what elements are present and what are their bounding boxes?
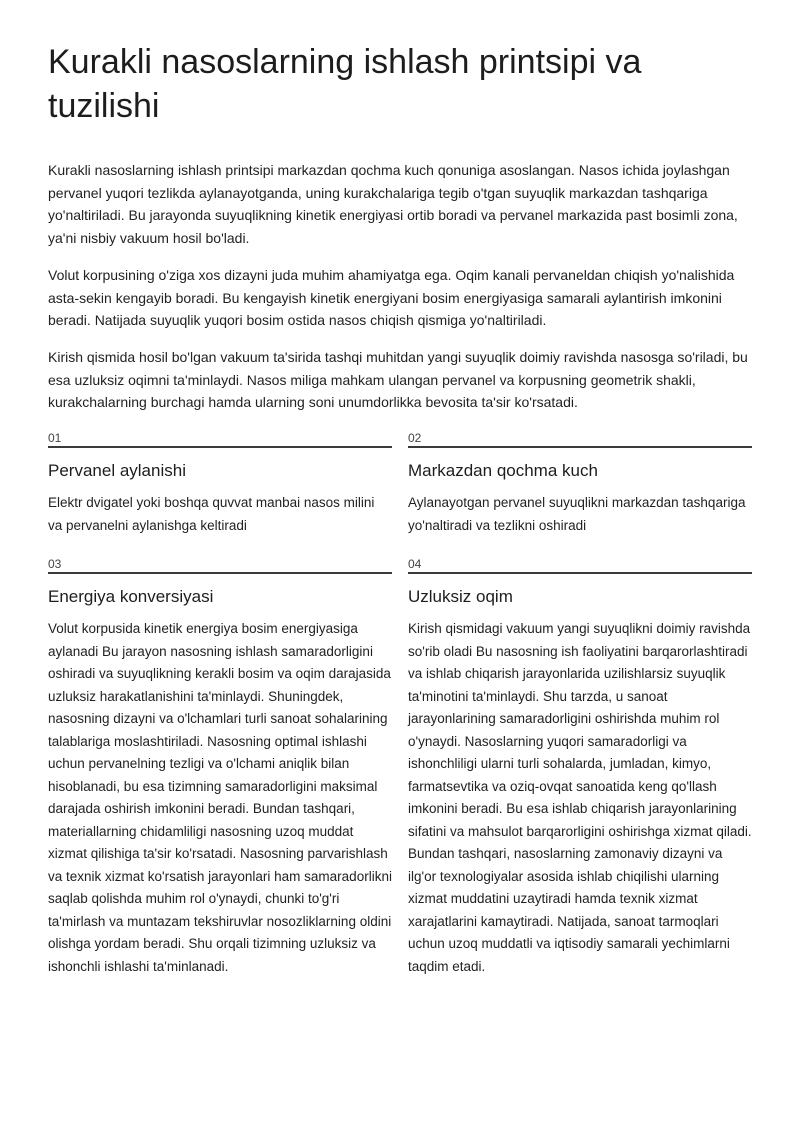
intro-paragraph: Volut korpusining o'ziga xos dizayni juda muhim ahamiyatga ega. Oqim kanali pervaneldan chiqish yo'nalishida asta-sekin kengayib boradi. Bu kengayish kinetik energiyani bosim energiyasiga samarali aylantirish imkonini beradi. Natijada suyuqlik yuqori bosim ostida nasos chiqish qismiga yo'naltiriladi. [48, 266, 735, 329]
step-number: 03 [48, 557, 392, 574]
step-card-3 [48, 557, 392, 978]
page-title: Kurakli nasoslarning ishlash printsipi va tuzilishi [48, 43, 642, 125]
step-card-1 [48, 431, 392, 537]
step-title: Uzluksiz oqim [408, 587, 513, 607]
step-number: 02 [408, 431, 752, 448]
step-title: Markazdan qochma kuch [408, 461, 598, 481]
step-number: 04 [408, 557, 752, 574]
step-description: Aylanayotgan pervanel suyuqlikni markazdan tashqariga yo'naltiradi va tezlikni oshiradi [408, 495, 746, 533]
step-number: 01 [48, 431, 392, 448]
intro-section [48, 159, 752, 414]
step-card-2 [408, 431, 752, 537]
step-card-4 [408, 557, 752, 978]
intro-paragraph: Kirish qismida hosil bo'lgan vakuum ta'sirida tashqi muhitdan yangi suyuqlik doimiy ravishda nasosga so'riladi, bu esa uzluksiz oqimni ta'minlaydi. Nasos miliga mahkam ulangan pervanel va korpusning geometrik shakli, kurakchalarning burchagi hamda ularning soni unumdorlikka bevosita ta'sir ko'rsatadi. [48, 348, 748, 411]
step-title: Energiya konversiyasi [48, 587, 214, 607]
intro-paragraph: Kurakli nasoslarning ishlash printsipi markazdan qochma kuch qonuniga asoslangan. Nasos ichida joylashgan pervanel yuqori tezlikda aylanayotganda, uning kurakchalariga tegib o'tgan suyuqlik markazdan tashqariga yo'naltiriladi. Bu jarayonda suyuqlikning kinetik energiyasi ortib boradi va pervanel markazida past bosimli zona, ya'ni nisbiy vakuum hosil bo'ladi. [48, 162, 738, 247]
step-description: Elektr dvigatel yoki boshqa quvvat manbai nasos milini va pervanelni aylanishga keltiradi [48, 495, 375, 533]
step-title: Pervanel aylanishi [48, 461, 186, 481]
step-description: Kirish qismidagi vakuum yangi suyuqlikni doimiy ravishda so'rib oladi Bu nasosning ish faoliyatini barqarorlashtiradi va ishlab chiqarish jarayonlarida uzilishlarsiz suyuqlik ta'minotini ta'minlaydi. Shu tarzda, u sanoat jarayonlarining samaradorligini oshirishda muhim rol o'ynaydi. Nasoslarning yuqori samaradorligi va ishonchliligi ularni turli sohalarda, jumladan, kimyo, farmatsevtika va oziq-ovqat sanoatida keng qo'llash imkonini beradi. Bu esa ishlab chiqarish jarayonlarining sifatini va mahsulot barqarorligini oshirishga xizmat qiladi. Bundan tashqari, nasoslarning zamonaviy dizayni va ilg'or texnologiyalar asosida ishlab chiqilishi ularning xizmat muddatini uzaytiradi hamda texnik xizmat xarajatlarini kamaytiradi. Natijada, sanoat tarmoqlari uchun uzoq muddatli va iqtisodiy samarali yechimlarni taqdim etadi. [408, 621, 752, 974]
steps-grid [48, 431, 752, 998]
step-description: Volut korpusida kinetik energiya bosim energiyasiga aylanadi Bu jarayon nasosning ishlash samaradorligini oshiradi va suyuqlikning kerakli bosim va oqim darajasida uzluksiz harakatlanishini ta'minlaydi. Shuningdek, nasosning dizayni va o'lchamlari turli sanoat sohalarining talablariga moslashtiriladi. Nasosning optimal ishlashi uchun pervanelning tezligi va o'lchami aniqlik bilan hisoblanadi, bu esa tizimning samaradorligini maksimal darajada oshirish imkonini beradi. Bundan tashqari, materiallarning chidamliligi nasosning uzoq muddat xizmat qilishiga ta'sir ko'rsatadi. Nasosning parvarishlash va texnik xizmat ko'rsatish jarayonlari ham samaradorlikni saqlab qolishda muhim rol o'ynaydi, chunki to'g'ri ta'mirlash va muntazam tekshiruvlar nosozliklarning oldini olishga yordam beradi. Shu orqali tizimning uzluksiz va ishonchli ishlashi ta'minlanadi. [48, 621, 392, 974]
